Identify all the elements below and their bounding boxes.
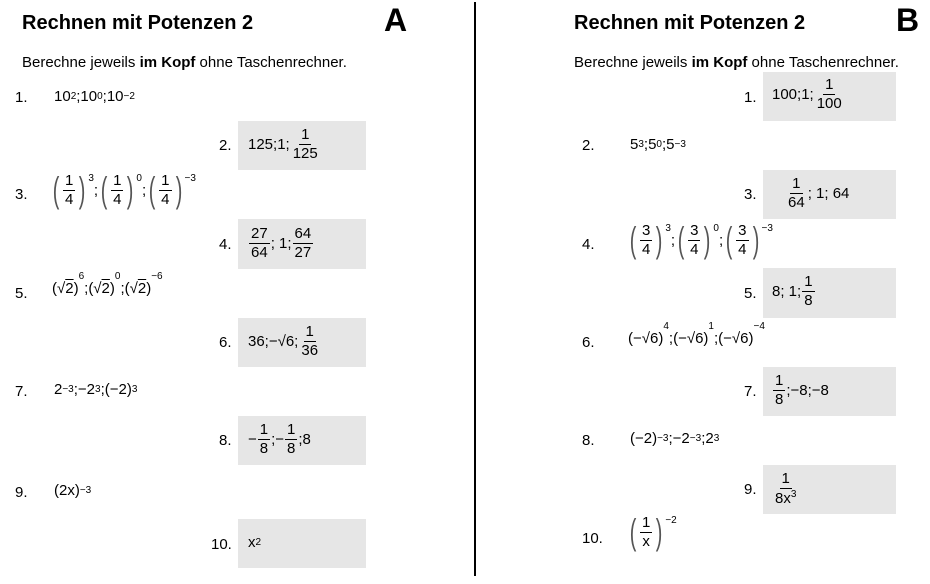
- task-b2: 5 3 ; 5 0 ; 5 −3: [630, 136, 686, 153]
- worksheet-title: Rechnen mit Potenzen 2: [574, 12, 806, 34]
- item-number: 3.: [744, 186, 757, 203]
- item-number: 1.: [744, 89, 757, 106]
- item-number: 7.: [15, 383, 28, 400]
- item-number: 2.: [582, 137, 595, 154]
- task-a5: (√ 2 ) 6 ; (√ 2 ) 0 ; (√ 2 ) −6: [52, 271, 163, 297]
- item-number: 3.: [15, 186, 28, 203]
- task-b10: ( $\frac{1}{x}$ ) −2: [629, 511, 677, 552]
- solution-b5: 8; 1; $\frac{1}{8}$: [772, 273, 813, 309]
- worksheet-letter: B: [896, 2, 920, 38]
- worksheet-letter: A: [384, 2, 408, 38]
- instruction-text: Berechne jeweils im Kopf ohne Taschenrechner.: [22, 54, 347, 71]
- task-a3: ( $\frac{1}{4}$ ) 3 ; ( $\frac{1}{4}$ ) 0 ; ( $\frac{1}{4}$ ) −3: [52, 169, 196, 210]
- task-b4: ( $\frac{3}{4}$ ) 3 ; ( $\frac{3}{4}$ ) 0 ; ( $\frac{3}{4}$ ) −3: [629, 219, 773, 260]
- item-number: 8.: [582, 432, 595, 449]
- item-number: 10.: [582, 530, 603, 547]
- task-b8: (−2) −3 ; −2 −3 ; 2 3: [630, 430, 720, 447]
- item-number: 4.: [219, 236, 232, 253]
- solution-a2: 125;1; $\frac{1}{125}$: [248, 126, 318, 162]
- worksheet-b: [465, 0, 930, 584]
- item-number: 2.: [219, 137, 232, 154]
- instruction-text: Berechne jeweils im Kopf ohne Taschenrechner.: [574, 54, 899, 71]
- solution-a6: 36;−√6; $\frac{1}{36}$: [248, 323, 319, 359]
- item-number: 10.: [211, 536, 232, 553]
- task-a7: 2 −3 ; −2 3 ; (−2) 3: [54, 381, 138, 398]
- item-number: 6.: [219, 334, 232, 351]
- item-number: 7.: [744, 383, 757, 400]
- item-number: 5.: [15, 285, 28, 302]
- solution-a8: − $\frac{1}{8}$ ; − $\frac{1}{8}$ ;8: [248, 421, 311, 457]
- solution-b9: $\frac{1}{8x^3}$: [775, 470, 797, 507]
- worksheet-title: Rechnen mit Potenzen 2: [22, 12, 254, 34]
- item-number: 4.: [582, 236, 595, 253]
- item-number: 9.: [744, 481, 757, 498]
- item-number: 9.: [15, 484, 28, 501]
- task-a1: 10 2 ; 10 0 ; 10 −2: [54, 88, 135, 105]
- solution-a10: x 2: [248, 534, 262, 551]
- item-number: 8.: [219, 432, 232, 449]
- task-a9: ( 2x ) −3: [54, 482, 92, 499]
- solution-b7: $\frac{1}{8}$ ;−8;−8: [775, 372, 829, 408]
- item-number: 5.: [744, 285, 757, 302]
- solution-b1: 100;1; $\frac{1}{100}$: [772, 76, 842, 112]
- solution-a4: $\frac{27}{64}$ ; 1; $\frac{64}{27}$: [251, 225, 312, 261]
- item-number: 1.: [15, 89, 28, 106]
- item-number: 6.: [582, 334, 595, 351]
- solution-b3: $\frac{1}{64}$ ; 1; 64: [788, 175, 850, 211]
- task-b6: ( −√6 ) 4 ; ( −√6 ) 1 ; ( −√6 ) −4: [628, 321, 765, 347]
